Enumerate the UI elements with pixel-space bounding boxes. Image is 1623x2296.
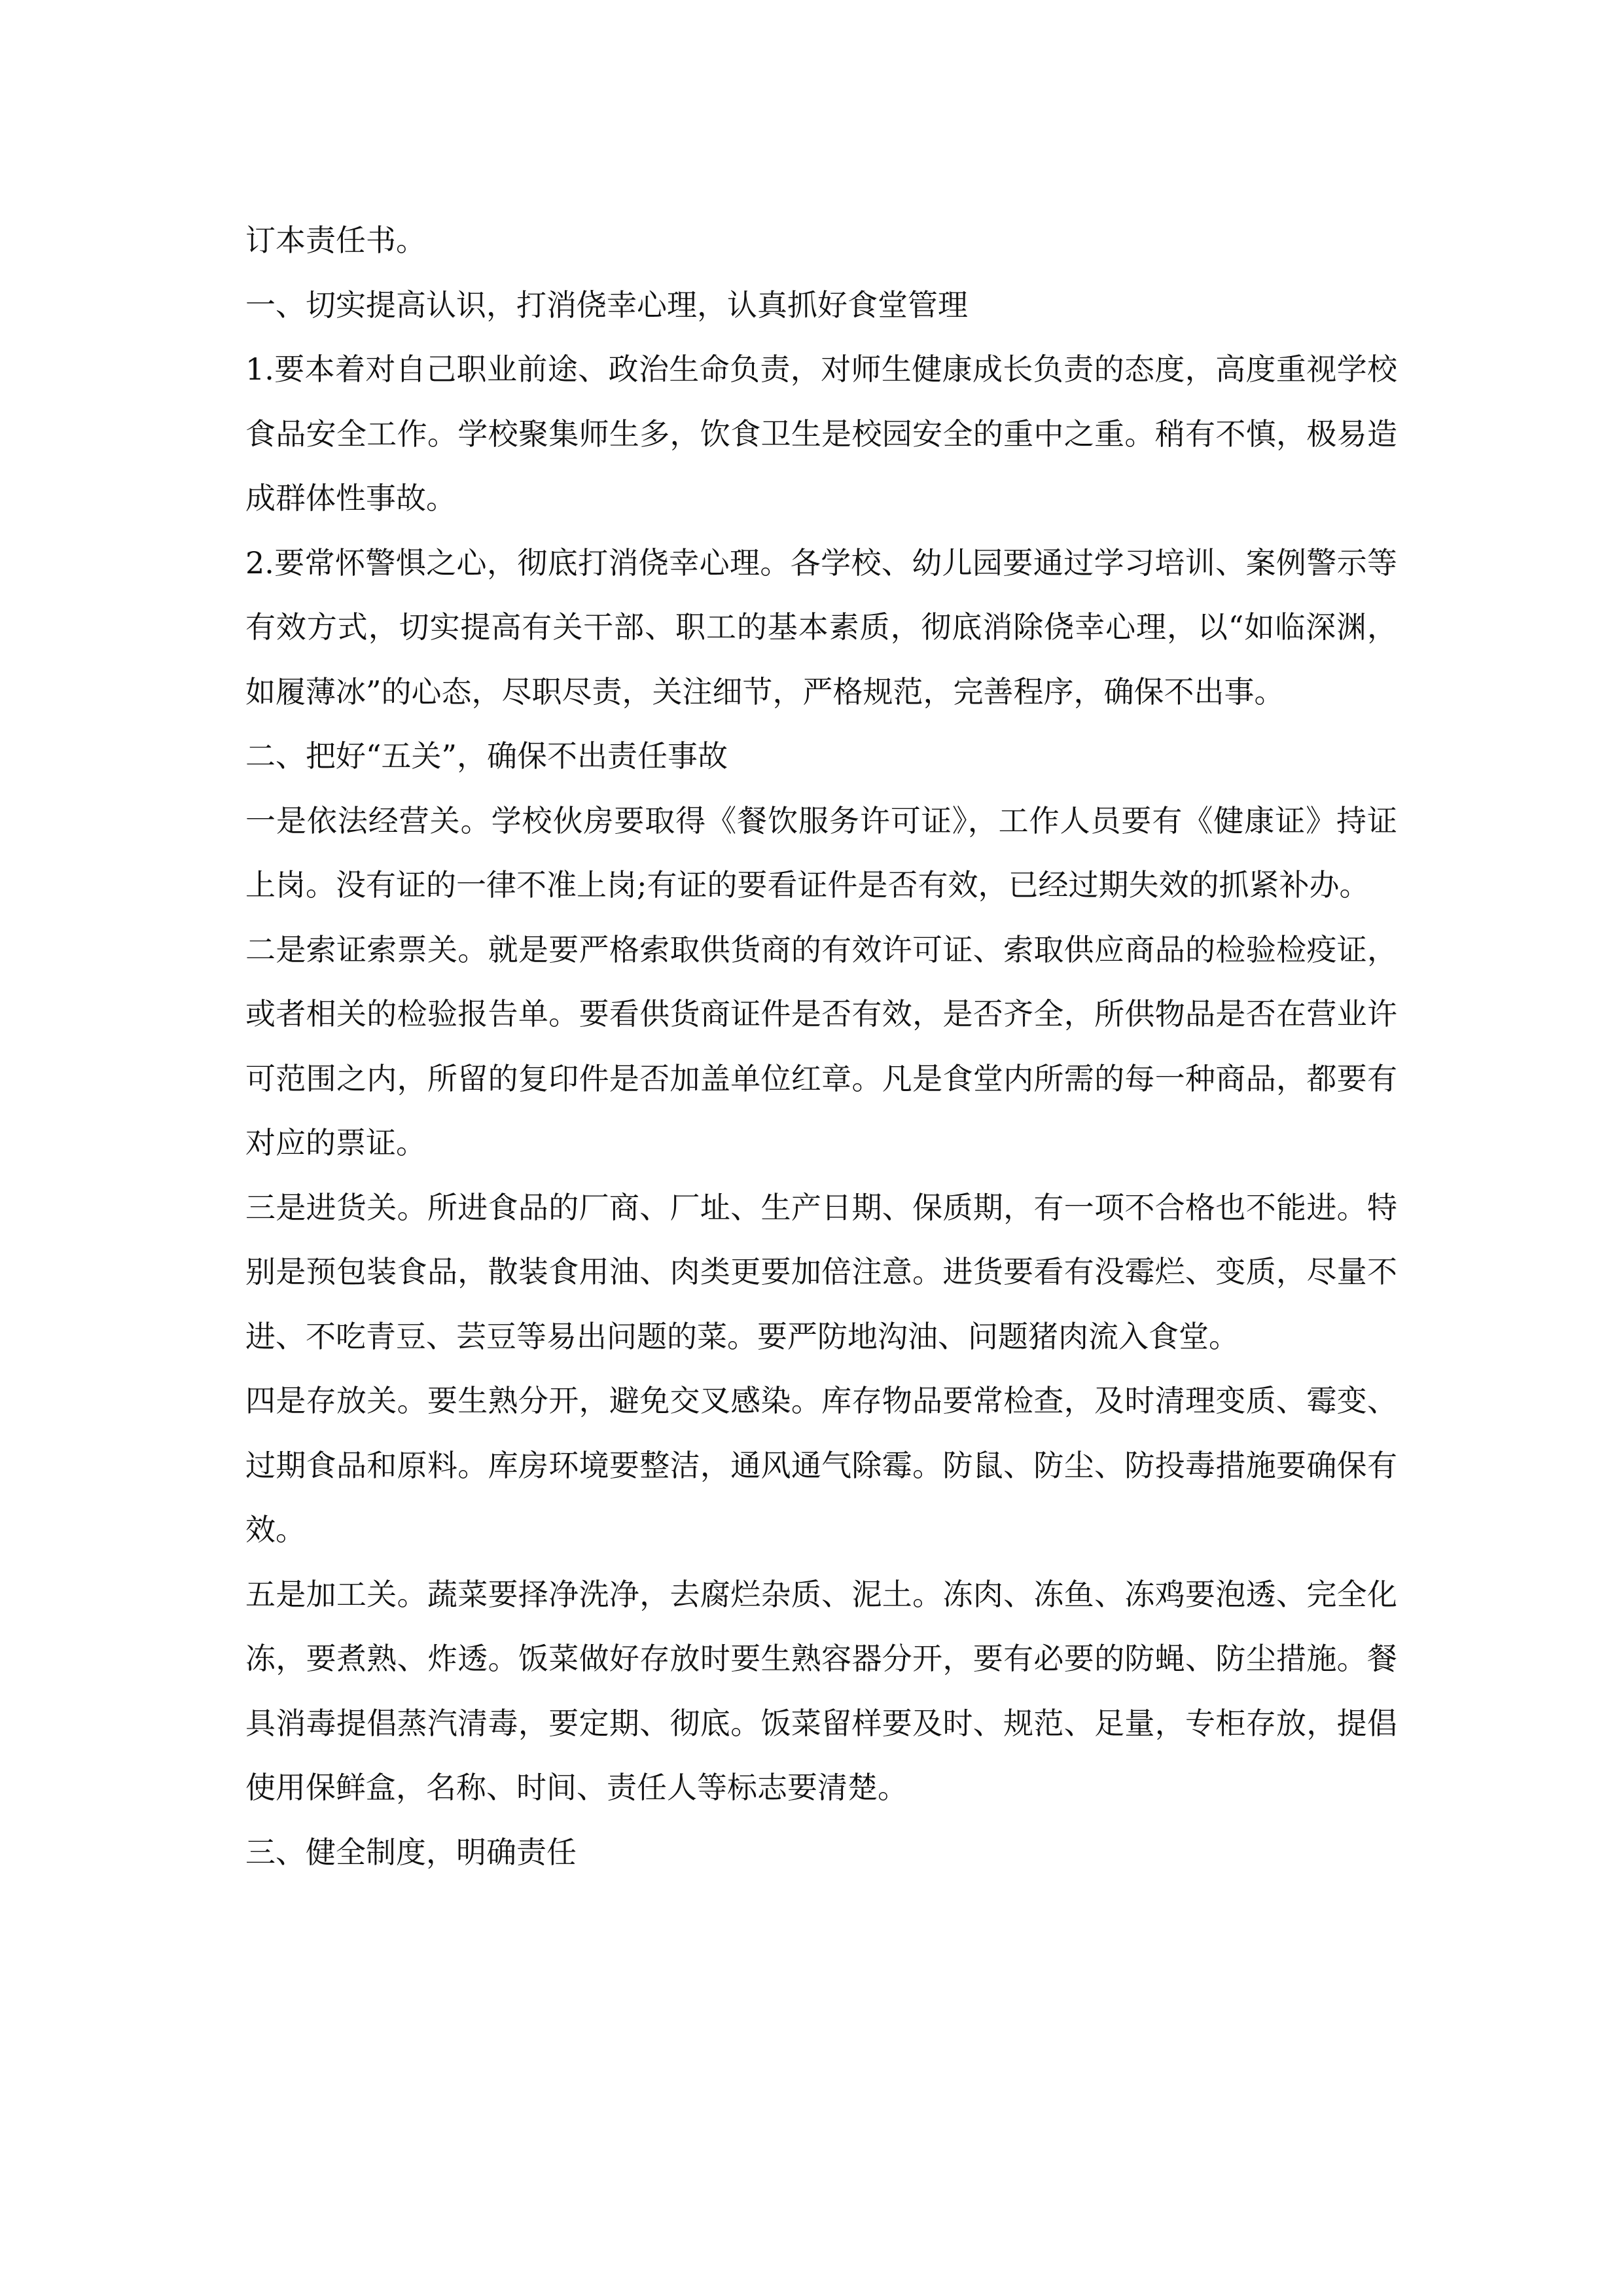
paragraph-intro: 订本责任书。 — [245, 223, 426, 258]
paragraph-gate-2: 二是索证索票关。就是要严格索取供货商的有效许可证、索取供应商品的检验检疫证，或者相关的检验报告单。要看供货商证件是否有效，是否齐全，所供物品是否在营业许可范围之内，所留的复印件是否加盖单位红章。凡是食堂内所需的每一种商品，都要有对应的票证。 — [245, 931, 1397, 1160]
paragraph-gate-3: 三是进货关。所进食品的厂商、厂址、生产日期、保质期，有一项不合格也不能进。特别是预包装食品，散装食用油、肉类更要加倍注意。进货要看有没霉烂、变质，尽量不进、不吃青豆、芸豆等易出问题的菜。要严防地沟油、问题猪肉流入食堂。 — [245, 1189, 1397, 1354]
paragraph-item-2: 2.要常怀警惧之心，彻底打消侥幸心理。各学校、幼儿园要通过学习培训、案例警示等有效方式，切实提高有关干部、职工的基本素质，彻底消除侥幸心理，以“如临深渊，如履薄冰”的心态，尽职尽责，关注细节，严格规范，完善程序，确保不出事。 — [245, 545, 1397, 709]
paragraph-gate-4: 四是存放关。要生熟分开，避免交叉感染。库存物品要常检查，及时清理变质、霉变、过期食品和原料。库房环境要整洁，通风通气除霉。防鼠、防尘、防投毒措施要确保有效。 — [245, 1383, 1397, 1547]
paragraph-item-1: 1.要本着对自己职业前途、政治生命负责，对师生健康成长负责的态度，高度重视学校食品安全工作。学校聚集师生多，饮食卫生是校园安全的重中之重。稍有不慎，极易造成群体性事故。 — [245, 351, 1397, 516]
document-body — [245, 208, 1397, 1884]
section-heading-3: 三、健全制度，明确责任 — [245, 1834, 577, 1870]
paragraph-gate-1: 一是依法经营关。学校伙房要取得《餐饮服务许可证》，工作人员要有《健康证》持证上岗。没有证的一律不准上岗;有证的要看证件是否有效，已经过期失效的抓紧补办。 — [245, 802, 1397, 903]
paragraph-gate-5: 五是加工关。蔬菜要择净洗净，去腐烂杂质、泥土。冻肉、冻鱼、冻鸡要泡透、完全化冻，要煮熟、炸透。饭菜做好存放时要生熟容器分开，要有必要的防蝇、防尘措施。餐具消毒提倡蒸汽清毒，要定期、彻底。饭菜留样要及时、规范、足量，专柜存放，提倡使用保鲜盒，名称、时间、责任人等标志要清楚。 — [245, 1576, 1397, 1805]
section-heading-1: 一、切实提高认识，打消侥幸心理，认真抓好食堂管理 — [245, 287, 968, 323]
section-heading-2: 二、把好“五关”，确保不出责任事故 — [245, 738, 728, 774]
